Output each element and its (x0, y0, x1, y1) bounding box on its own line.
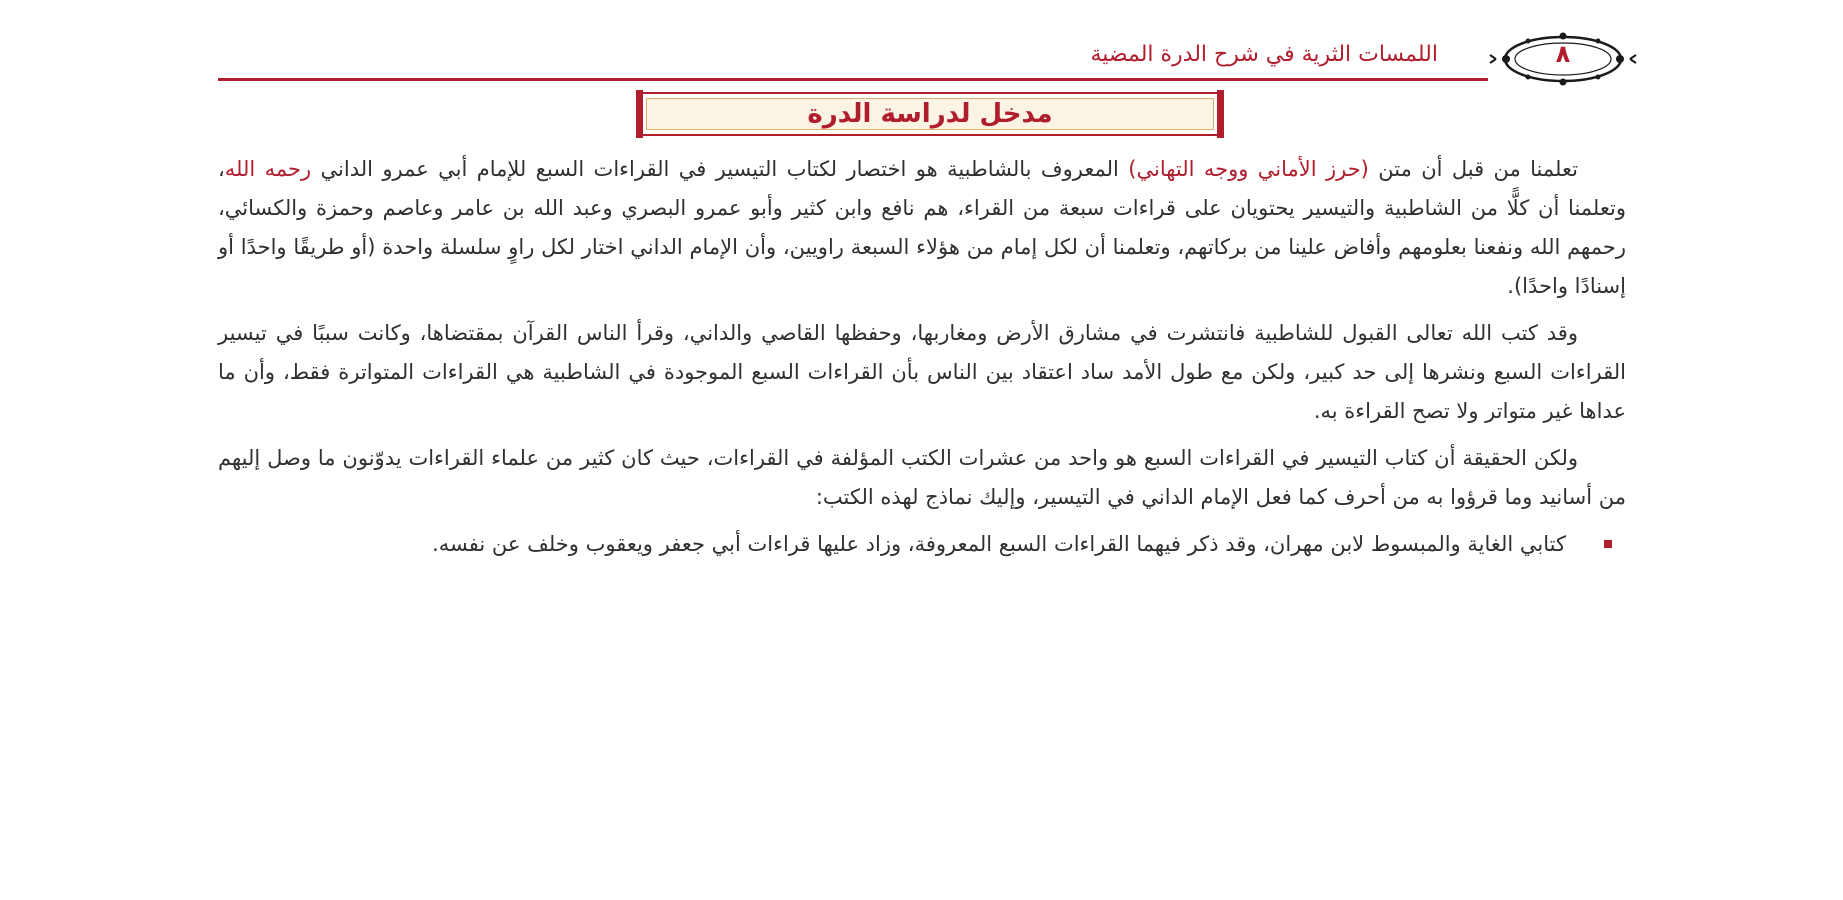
page-header (218, 28, 1638, 88)
book-title: اللمسات الثرية في شرح الدرة المضية (1090, 42, 1438, 67)
paragraph-1-middle: المعروف بالشاطبية هو اختصار لكتاب التيسير في القراءات السبع للإمام أبي عمرو الداني (320, 157, 1119, 181)
header-divider (218, 78, 1488, 81)
paragraph-1-start: تعلمنا من قبل أن متن (1378, 157, 1578, 181)
paragraph-1 (218, 150, 1626, 306)
list-item (218, 525, 1626, 564)
paragraph-2: وقد كتب الله تعالى القبول للشاطبية فانتشرت في مشارق الأرض ومغاربها، وحفظها القاصي والداني، وقرأ الناس القرآن بمقتضاها، وكانت سببًا في تيسير القراءات السبع ونشرها إلى حد كبير، ولكن مع طول الأمد ساد اعتقاد بين الناس بأن القراءات السبع الموجودة في الشاطبية هي القراءات المتواترة فقط، وأن ما عداها غير متواتر ولا تصح القراءة به. (218, 321, 1626, 423)
section-title-frame (640, 92, 1220, 136)
paragraph-3: ولكن الحقيقة أن كتاب التيسير في القراءات السبع هو واحد من عشرات الكتب المؤلفة في القراءات، حيث كان كثير من علماء القراءات يدوّنون ما وصل إليهم من أسانيد وما قرؤوا به من أحرف كما فعل الإمام الداني في التيسير، وإليك نماذج لهذه الكتب: (218, 446, 1626, 509)
page-number-badge (1488, 28, 1638, 90)
book-name-highlight: (حرز الأماني ووجه التهاني) (1128, 157, 1369, 181)
honorific-highlight: رحمه الله (224, 157, 312, 181)
paragraph-1-end: ، وتعلمنا أن كلًّا من الشاطبية والتيسير يحتويان على قراءات سبعة من القراء، هم نافع وابن كثير وأبو عمرو البصري وعبد الله بن عامر وعاصم وحمزة والكسائي، رحمهم الله ونفعنا بعلومهم وأفاض علينا من بركاتهم، وتعلمنا أن لكل إمام من هؤلاء السبعة راويين، وأن الإمام الداني اختار لكل راوٍ سلسلة واحدة (أو طريقًا واحدًا أو إسنادًا واحدًا). (218, 157, 1626, 298)
body-text (218, 150, 1626, 564)
book-list (218, 525, 1626, 564)
bullet-square-icon (1604, 540, 1612, 548)
section-title: مدخل لدراسة الدرة (807, 99, 1053, 129)
page-number: ٨ (1555, 40, 1571, 68)
list-item-text: كتابي الغاية والمبسوط لابن مهران، وقد ذكر فيهما القراءات السبع المعروفة، وزاد عليها قراءات أبي جعفر ويعقوب وخلف عن نفسه. (432, 532, 1566, 556)
